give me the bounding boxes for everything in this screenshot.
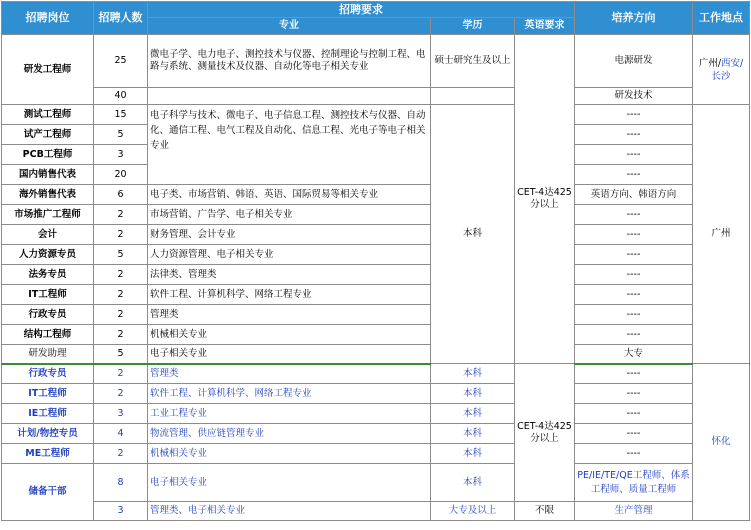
cell-count: 2 [94,265,148,285]
cell-count: 3 [94,145,148,165]
cell-major: 人力资源管理、电子相关专业 [148,245,431,265]
cell-major: 工业工程专业 [148,404,431,424]
recruitment-table [1,1,750,521]
cell-position: 行政专员 [2,364,94,384]
cell-training: 电源研发 [575,35,693,88]
cell-count: 20 [94,165,148,185]
cell-major: 软件工程、计算机科学、网络工程专业 [148,285,431,305]
location-xian: 西安/ [721,57,744,69]
header-training: 培养方向 [575,2,693,35]
cell-location-multi [693,35,750,105]
cell-position: 市场推广工程师 [2,205,94,225]
cell-count: 2 [94,305,148,325]
cell-position: IE工程师 [2,404,94,424]
cell-position: 试产工程师 [2,125,94,145]
cell-count: 2 [94,444,148,464]
header-requirements: 招聘要求 [148,2,575,18]
header-english: 英语要求 [515,18,575,35]
cell-count: 3 [94,502,148,521]
cell-position: IT工程师 [2,285,94,305]
header-education: 学历 [431,18,515,35]
cell-count: 5 [94,125,148,145]
cell-major: 管理类 [148,305,431,325]
cell-position: 结构工程师 [2,325,94,345]
cell-count: 2 [94,325,148,345]
cell-position: IT工程师 [2,384,94,404]
cell-education-empty [431,88,515,105]
cell-education: 本科 [431,464,515,502]
cell-position: 法务专员 [2,265,94,285]
cell-training: ---- [575,384,693,404]
cell-training: ---- [575,125,693,145]
cell-position: 研发工程师 [2,35,94,105]
cell-position: 计划/物控专员 [2,424,94,444]
cell-training: 英语方向、韩语方向 [575,185,693,205]
cell-major: 法律类、管理类 [148,265,431,285]
cell-count: 2 [94,364,148,384]
cell-training: ---- [575,145,693,165]
cell-education: 硕士研究生及以上 [431,35,515,88]
cell-education: 大专及以上 [431,502,515,521]
cell-count: 25 [94,35,148,88]
cell-count: 5 [94,245,148,265]
cell-education: 本科 [431,404,515,424]
location-guangzhou: 广州/ [698,57,722,69]
cell-position: PCB工程师 [2,145,94,165]
cell-training: ---- [575,225,693,245]
cell-location-huaihua: 怀化 [693,364,750,521]
cell-major: 机械相关专业 [148,444,431,464]
cell-training: ---- [575,165,693,185]
cell-training: 研发技术 [575,88,693,105]
header-headcount: 招聘人数 [94,2,148,35]
cell-position: 研发助理 [2,345,94,364]
cell-location-guangzhou: 广州 [693,105,750,364]
cell-major: 管理类 [148,364,431,384]
cell-education: 本科 [431,444,515,464]
cell-major: 物流管理、供应链管理专业 [148,424,431,444]
cell-count: 2 [94,205,148,225]
cell-training: ---- [575,404,693,424]
cell-training: ---- [575,265,693,285]
cell-major: 电子相关专业 [148,345,431,364]
cell-position: 测试工程师 [2,105,94,125]
cell-training: ---- [575,305,693,325]
cell-education-bachelor: 本科 [431,105,515,364]
cell-training: ---- [575,245,693,265]
cell-count: 5 [94,345,148,364]
cell-major: 微电子学、电力电子、测控技术与仪器、控制理论与控制工程、电路与系统、测量技术及仪器、自动化等电子相关专业 [148,35,431,88]
cell-position: 海外销售代表 [2,185,94,205]
cell-count: 2 [94,384,148,404]
cell-count: 2 [94,285,148,305]
cell-major: 管理类、电子相关专业 [148,502,431,521]
cell-major: 财务管理、会计专业 [148,225,431,245]
cell-training: ---- [575,325,693,345]
cell-training: ---- [575,364,693,384]
cell-position: ME工程师 [2,444,94,464]
cell-training: 生产管理 [575,502,693,521]
cell-count: 8 [94,464,148,502]
cell-count: 6 [94,185,148,205]
cell-english-cet4: CET-4达425分以上 [515,35,575,364]
cell-position: 会计 [2,225,94,245]
cell-major: 电子类、市场营销、韩语、英语、国际贸易等相关专业 [148,185,431,205]
cell-english-cet4: CET-4达425分以上 [515,364,575,502]
header-position: 招聘岗位 [2,2,94,35]
cell-count: 4 [94,424,148,444]
cell-major: 机械相关专业 [148,325,431,345]
cell-education: 本科 [431,364,515,384]
header-location: 工作地点 [693,2,750,35]
cell-training: ---- [575,205,693,225]
location-changsha: 长沙 [711,70,731,82]
cell-education: 本科 [431,424,515,444]
cell-english: 不限 [515,502,575,521]
cell-major: 电子相关专业 [148,464,431,502]
cell-training: ---- [575,285,693,305]
cell-training: PE/IE/TE/QE工程师、体系工程师、质量工程师 [575,464,693,502]
cell-major: 市场营销、广告学、电子相关专业 [148,205,431,225]
cell-training: ---- [575,105,693,125]
cell-major-empty [148,88,431,105]
cell-major: 软件工程、计算机科学、网络工程专业 [148,384,431,404]
cell-education: 大专 [575,345,693,364]
cell-training: ---- [575,424,693,444]
cell-count: 3 [94,404,148,424]
cell-position: 储备干部 [2,464,94,521]
cell-major: 电子科学与技术、微电子、电子信息工程、测控技术与仪器、自动化、通信工程、电气工程及自动化、信息工程、光电子等电子相关专业 [148,105,431,185]
cell-count: 2 [94,225,148,245]
cell-position: 行政专员 [2,305,94,325]
cell-count: 15 [94,105,148,125]
cell-position: 人力资源专员 [2,245,94,265]
cell-position: 国内销售代表 [2,165,94,185]
cell-count: 40 [94,88,148,105]
cell-education: 本科 [431,384,515,404]
cell-training: ---- [575,444,693,464]
header-major: 专业 [148,18,431,35]
